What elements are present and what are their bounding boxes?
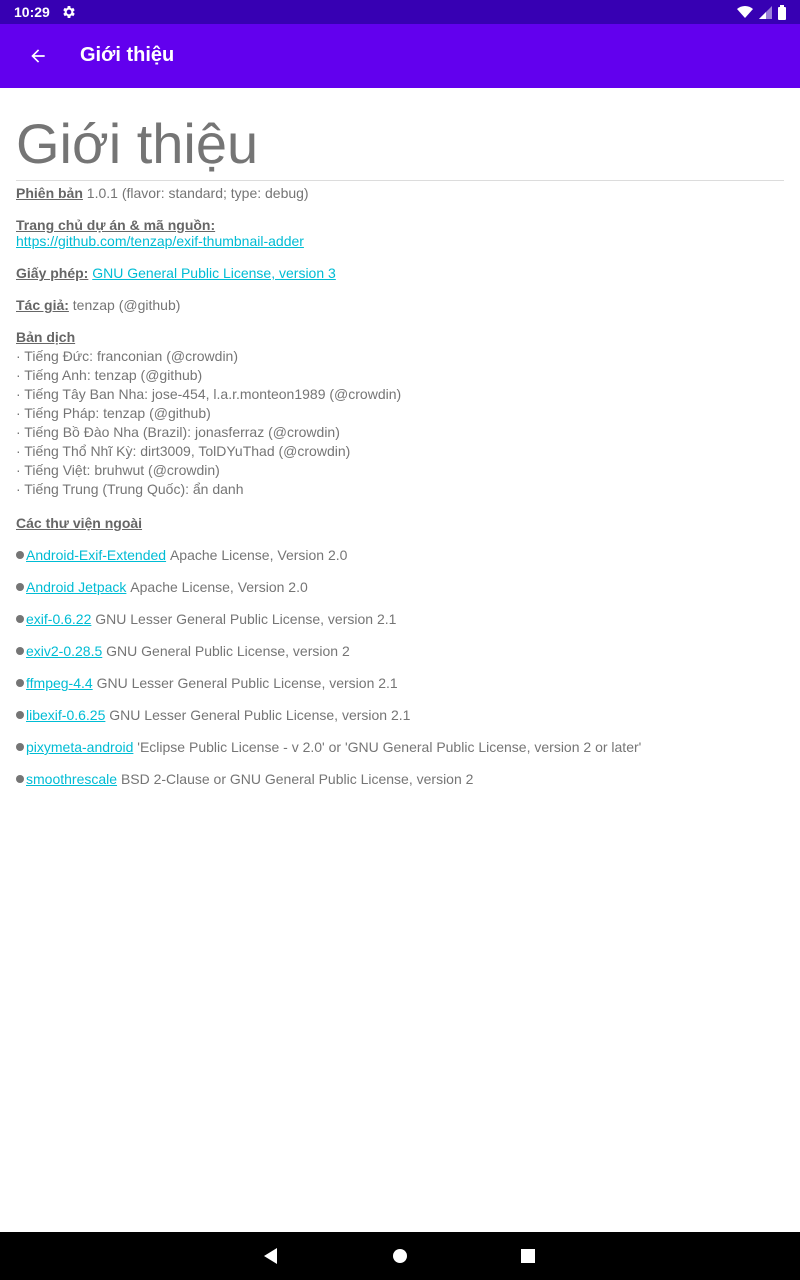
translation-item: · Tiếng Pháp: tenzap (@github) xyxy=(16,405,211,421)
about-content xyxy=(16,104,784,787)
translation-item: · Tiếng Tây Ban Nha: jose-454, l.a.r.monteon1989 (@crowdin) xyxy=(16,386,402,402)
author-row xyxy=(16,297,784,313)
nav-recents-icon[interactable] xyxy=(516,1244,540,1268)
bullet-icon xyxy=(16,647,24,655)
library-license: GNU General Public License, version 2 xyxy=(106,643,350,659)
translation-item: · Tiếng Bồ Đào Nha (Brazil): jonasferraz (@crowdin) xyxy=(16,424,340,440)
translations-section xyxy=(16,329,784,499)
library-item xyxy=(16,739,784,755)
battery-icon xyxy=(778,5,786,20)
library-link[interactable]: Android-Exif-Extended xyxy=(26,547,167,563)
license-label: Giấy phép: xyxy=(16,265,89,281)
library-link[interactable]: pixymeta-android xyxy=(26,739,134,755)
bullet-icon xyxy=(16,615,24,623)
library-item xyxy=(16,547,784,563)
license-link[interactable]: GNU General Public License, version 3 xyxy=(92,265,336,281)
library-link[interactable]: smoothrescale xyxy=(26,771,118,787)
library-link[interactable]: exif-0.6.22 xyxy=(26,611,92,627)
library-license: Apache License, Version 2.0 xyxy=(130,579,308,595)
navigation-bar xyxy=(0,1232,800,1280)
libraries-label: Các thư viện ngoài xyxy=(16,515,143,531)
library-item xyxy=(16,611,784,627)
homepage-link[interactable]: https://github.com/tenzap/exif-thumbnail-adder xyxy=(16,233,304,249)
library-link[interactable]: Android Jetpack xyxy=(26,579,127,595)
library-license: GNU Lesser General Public License, version 2.1 xyxy=(96,675,398,691)
library-item xyxy=(16,707,784,723)
status-icons xyxy=(737,4,786,20)
library-license: GNU Lesser General Public License, version 2.1 xyxy=(95,611,397,627)
bullet-icon xyxy=(16,711,24,719)
gear-icon xyxy=(61,4,77,20)
bullet-icon xyxy=(16,775,24,783)
library-license: 'Eclipse Public License - v 2.0' or 'GNU General Public License, version 2 or later' xyxy=(137,739,642,755)
arrow-back-icon xyxy=(28,46,48,66)
page-title: Giới thiệu xyxy=(16,104,784,181)
library-license: BSD 2-Clause or GNU General Public License, version 2 xyxy=(120,771,474,787)
library-item xyxy=(16,579,784,595)
translation-item: · Tiếng Thổ Nhĩ Kỳ: dirt3009, TolDYuThad (@crowdin) xyxy=(16,443,351,459)
bullet-icon xyxy=(16,551,24,559)
library-license: GNU Lesser General Public License, version 2.1 xyxy=(109,707,411,723)
translation-item: · Tiếng Anh: tenzap (@github) xyxy=(16,367,203,383)
version-row xyxy=(16,185,784,201)
homepage-label: Trang chủ dự án & mã nguồn: xyxy=(16,217,216,233)
author-label: Tác giả: xyxy=(16,297,69,313)
app-bar-title: Giới thiệu xyxy=(80,44,175,66)
library-item xyxy=(16,771,784,787)
library-link[interactable]: exiv2-0.28.5 xyxy=(26,643,103,659)
back-button[interactable] xyxy=(20,38,56,74)
status-time: 10:29 xyxy=(14,4,50,20)
library-link[interactable]: libexif-0.6.25 xyxy=(26,707,106,723)
bullet-icon xyxy=(16,583,24,591)
version-label: Phiên bản xyxy=(16,185,83,201)
author-value: tenzap (@github) xyxy=(72,297,181,313)
library-item xyxy=(16,675,784,691)
translation-item: · Tiếng Đức: franconian (@crowdin) xyxy=(16,348,238,364)
app-bar xyxy=(0,24,800,88)
license-row xyxy=(16,265,784,281)
library-item xyxy=(16,643,784,659)
library-link[interactable]: ffmpeg-4.4 xyxy=(26,675,93,691)
version-value: 1.0.1 (flavor: standard; type: debug) xyxy=(86,185,309,201)
bullet-icon xyxy=(16,743,24,751)
translation-item: · Tiếng Việt: bruhwut (@crowdin) xyxy=(16,462,220,478)
homepage-row xyxy=(16,217,784,249)
status-bar xyxy=(0,0,800,24)
signal-icon xyxy=(759,6,772,19)
translation-item: · Tiếng Trung (Trung Quốc): ẩn danh xyxy=(16,481,244,497)
nav-home-icon[interactable] xyxy=(388,1244,412,1268)
nav-back-icon[interactable] xyxy=(259,1244,283,1268)
translations-label: Bản dịch xyxy=(16,329,76,345)
wifi-icon xyxy=(737,5,753,19)
library-license: Apache License, Version 2.0 xyxy=(169,547,348,563)
bullet-icon xyxy=(16,679,24,687)
